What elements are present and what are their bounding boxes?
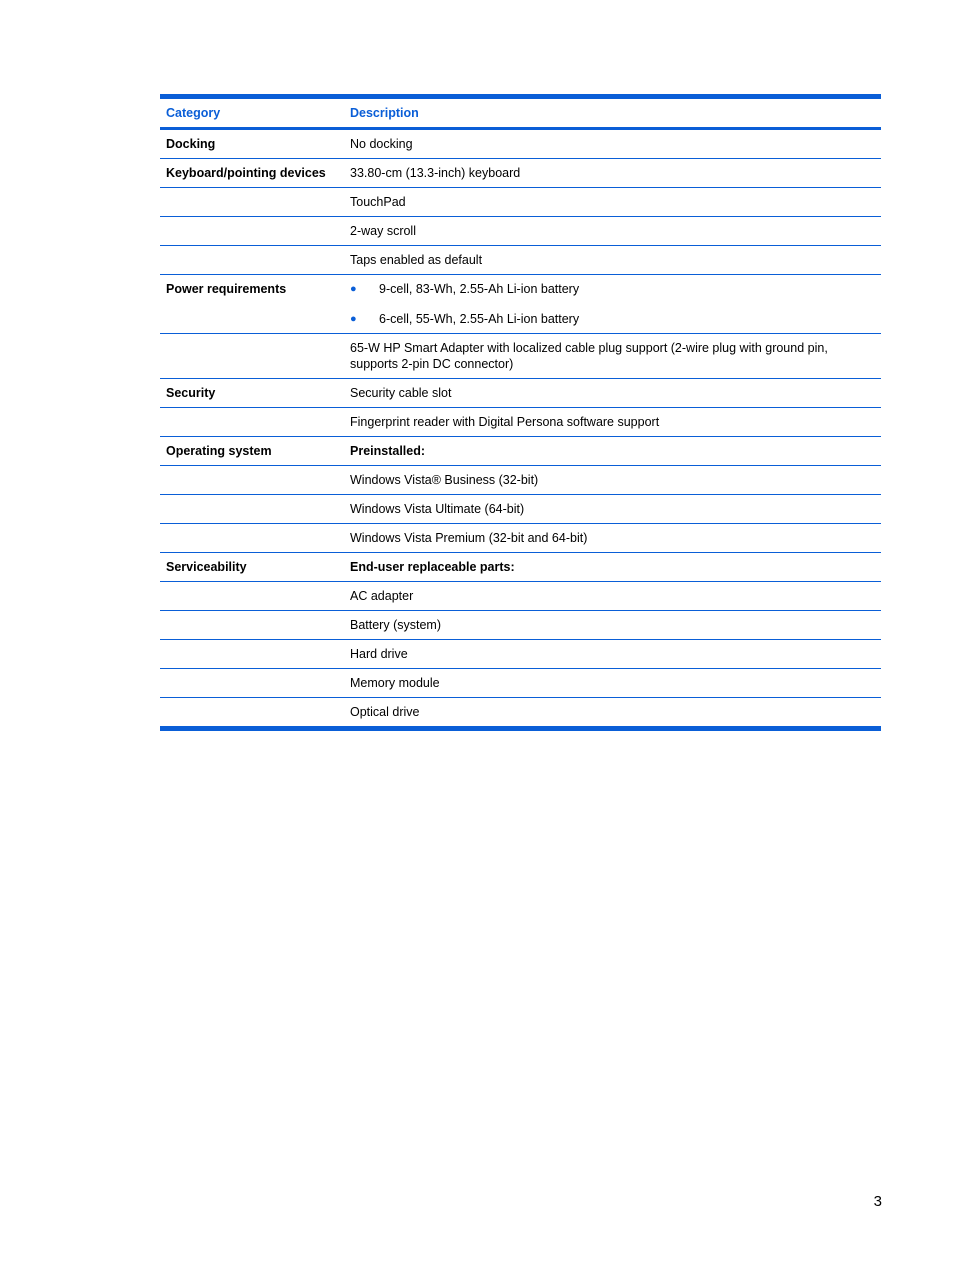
table-row — [160, 640, 881, 669]
row-description: No docking — [344, 129, 881, 159]
header-category: Category — [166, 106, 221, 120]
row-description: 33.80-cm (13.3-inch) keyboard — [344, 159, 881, 188]
bullet-text: 9-cell, 83-Wh, 2.55-Ah Li-ion battery — [379, 282, 580, 296]
row-description: Windows Vista Premium (32-bit and 64-bit) — [344, 524, 881, 553]
row-category — [160, 640, 344, 669]
row-description-bullets — [344, 275, 881, 334]
table-row — [160, 408, 881, 437]
row-category — [160, 217, 344, 246]
row-category — [160, 698, 344, 729]
table-row — [160, 275, 881, 334]
header-description: Description — [350, 106, 419, 120]
table-row — [160, 217, 881, 246]
bullet-icon: ● — [350, 283, 357, 295]
bullet-item — [350, 311, 875, 327]
row-category — [160, 582, 344, 611]
table-row — [160, 129, 881, 159]
specifications-table — [160, 94, 881, 731]
row-category — [160, 334, 344, 379]
row-category: Docking — [160, 129, 344, 159]
row-description: Preinstalled: — [344, 437, 881, 466]
row-category — [160, 246, 344, 275]
row-description: Memory module — [344, 669, 881, 698]
row-description: 65-W HP Smart Adapter with localized cable plug support (2-wire plug with ground pin, supports 2-pin DC connector) — [344, 334, 881, 379]
row-description: AC adapter — [344, 582, 881, 611]
bullet-item — [350, 281, 875, 311]
table-row — [160, 698, 881, 729]
table-row — [160, 334, 881, 379]
page-number: 3 — [873, 1193, 882, 1210]
row-category — [160, 188, 344, 217]
row-description: Battery (system) — [344, 611, 881, 640]
row-category: Operating system — [160, 437, 344, 466]
row-description: Windows Vista Ultimate (64-bit) — [344, 495, 881, 524]
bullet-icon: ● — [350, 313, 357, 325]
row-description: Fingerprint reader with Digital Persona software support — [344, 408, 881, 437]
table-row — [160, 524, 881, 553]
row-category: Keyboard/pointing devices — [160, 159, 344, 188]
row-category — [160, 669, 344, 698]
table-row — [160, 611, 881, 640]
row-category: Security — [160, 379, 344, 408]
row-description: End-user replaceable parts: — [344, 553, 881, 582]
row-description: Hard drive — [344, 640, 881, 669]
row-description: Windows Vista® Business (32-bit) — [344, 466, 881, 495]
table-row — [160, 379, 881, 408]
row-category — [160, 466, 344, 495]
row-description: Taps enabled as default — [344, 246, 881, 275]
row-category — [160, 495, 344, 524]
row-description: 2-way scroll — [344, 217, 881, 246]
row-category — [160, 408, 344, 437]
row-category: Power requirements — [160, 275, 344, 334]
table-row — [160, 246, 881, 275]
row-category: Serviceability — [160, 553, 344, 582]
row-description: Security cable slot — [344, 379, 881, 408]
table-header-row — [160, 97, 881, 129]
table-row — [160, 495, 881, 524]
row-category — [160, 524, 344, 553]
table-row — [160, 582, 881, 611]
table-row — [160, 188, 881, 217]
row-category — [160, 611, 344, 640]
table-row — [160, 466, 881, 495]
row-description: Optical drive — [344, 698, 881, 729]
table-row — [160, 669, 881, 698]
table-row — [160, 159, 881, 188]
table-row — [160, 553, 881, 582]
row-description: TouchPad — [344, 188, 881, 217]
table-row — [160, 437, 881, 466]
bullet-text: 6-cell, 55-Wh, 2.55-Ah Li-ion battery — [379, 312, 580, 326]
